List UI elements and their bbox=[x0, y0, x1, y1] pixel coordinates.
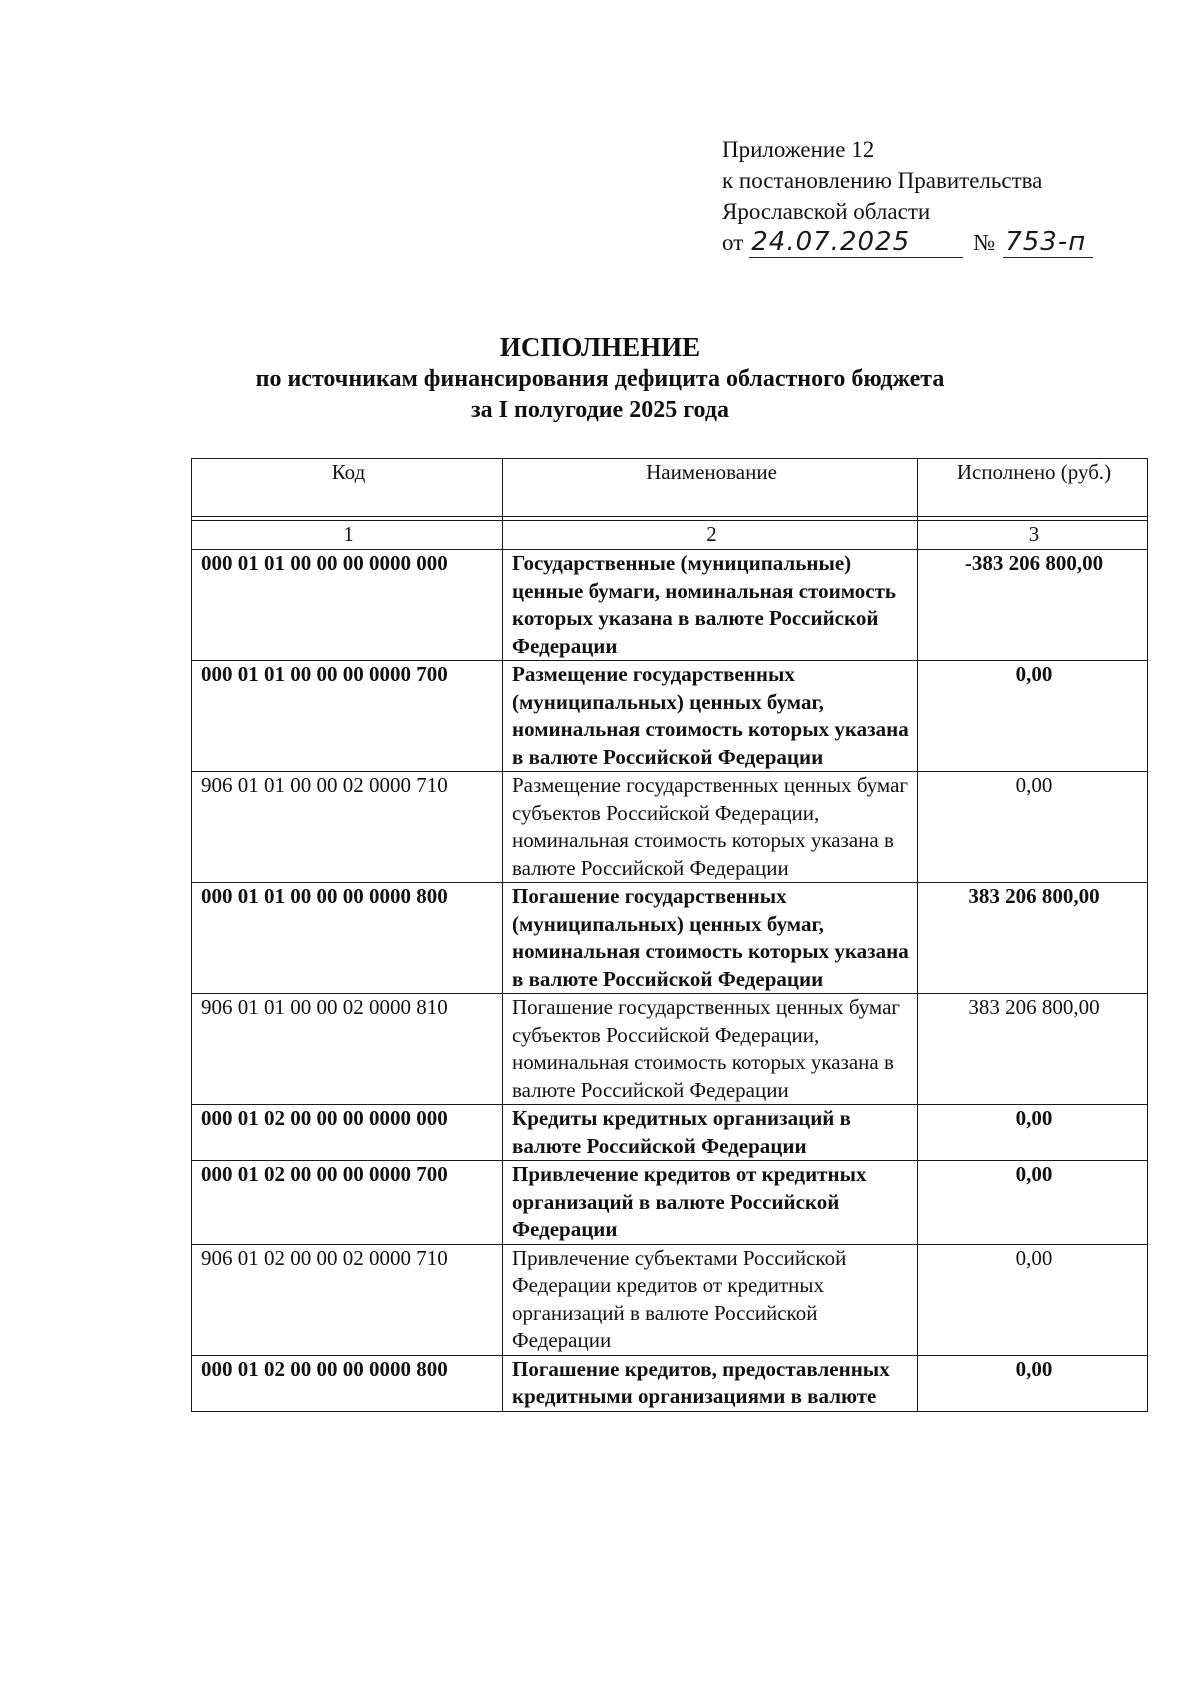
handwritten-number: 753-п bbox=[1003, 227, 1093, 258]
column-number-1: 1 bbox=[192, 521, 503, 550]
document-subtitle-2: за I полугодие 2025 года bbox=[471, 397, 729, 423]
row-amount: 0,00 bbox=[918, 1105, 1148, 1161]
date-prefix: от bbox=[722, 230, 744, 255]
row-name: Погашение государственных (муниципальных) ценных бумаг, номинальная стоимость которых указана в валюте Российской Федерации bbox=[503, 883, 918, 994]
appendix-line-2: к постановлению Правительства bbox=[722, 168, 1043, 193]
table-row bbox=[192, 550, 1148, 661]
appendix-block bbox=[722, 134, 1093, 258]
table-row bbox=[192, 661, 1148, 772]
column-number-row bbox=[192, 521, 1148, 550]
row-code: 000 01 02 00 00 00 0000 800 bbox=[192, 1355, 503, 1411]
document-title: ИСПОЛНЕНИЕ bbox=[499, 332, 701, 362]
row-code: 000 01 02 00 00 00 0000 700 bbox=[192, 1161, 503, 1245]
row-code: 000 01 01 00 00 00 0000 800 bbox=[192, 883, 503, 994]
table-row bbox=[192, 1105, 1148, 1161]
row-code: 906 01 01 00 00 02 0000 810 bbox=[192, 994, 503, 1105]
row-amount: 383 206 800,00 bbox=[918, 883, 1148, 994]
row-name: Кредиты кредитных организаций в валюте Российской Федерации bbox=[503, 1105, 918, 1161]
table-row bbox=[192, 772, 1148, 883]
row-code: 000 01 02 00 00 00 0000 000 bbox=[192, 1105, 503, 1161]
row-name: Привлечение кредитов от кредитных организаций в валюте Российской Федерации bbox=[503, 1161, 918, 1245]
row-amount: 0,00 bbox=[918, 1355, 1148, 1411]
row-code: 906 01 02 00 00 02 0000 710 bbox=[192, 1244, 503, 1355]
row-name: Государственные (муниципальные) ценные бумаги, номинальная стоимость которых указана в валюте Российской Федерации bbox=[503, 550, 918, 661]
row-name: Размещение государственных (муниципальных) ценных бумаг, номинальная стоимость которых указана в валюте Российской Федерации bbox=[503, 661, 918, 772]
table-row bbox=[192, 883, 1148, 994]
header-amount: Исполнено (руб.) bbox=[918, 459, 1148, 517]
header-name: Наименование bbox=[503, 459, 918, 517]
column-number-3: 3 bbox=[918, 521, 1148, 550]
row-amount: 0,00 bbox=[918, 1244, 1148, 1355]
row-code: 000 01 01 00 00 00 0000 700 bbox=[192, 661, 503, 772]
budget-execution-table bbox=[191, 458, 1148, 1412]
row-amount: -383 206 800,00 bbox=[918, 550, 1148, 661]
table-header-row bbox=[192, 459, 1148, 517]
row-code: 906 01 01 00 00 02 0000 710 bbox=[192, 772, 503, 883]
document-subtitle-1: по источникам финансирования дефицита областного бюджета bbox=[255, 366, 945, 392]
number-prefix: № bbox=[973, 230, 996, 255]
row-name: Размещение государственных ценных бумаг субъектов Российской Федерации, номинальная стоимость которых указана в валюте Российской Федерации bbox=[503, 772, 918, 883]
document-heading bbox=[0, 330, 1200, 426]
table-row bbox=[192, 1244, 1148, 1355]
row-code: 000 01 01 00 00 00 0000 000 bbox=[192, 550, 503, 661]
row-amount: 383 206 800,00 bbox=[918, 994, 1148, 1105]
table-body bbox=[192, 459, 1148, 1412]
row-name: Погашение государственных ценных бумаг субъектов Российской Федерации, номинальная стоимость которых указана в валюте Российской Федерации bbox=[503, 994, 918, 1105]
table-row bbox=[192, 1355, 1148, 1411]
header-code: Код bbox=[192, 459, 503, 517]
row-amount: 0,00 bbox=[918, 1161, 1148, 1245]
appendix-line-3: Ярославской области bbox=[722, 199, 931, 224]
row-name: Привлечение субъектами Российской Федерации кредитов от кредитных организаций в валюте Российской Федерации bbox=[503, 1244, 918, 1355]
resolution-reference bbox=[722, 227, 1093, 258]
table-row bbox=[192, 1161, 1148, 1245]
appendix-line-1: Приложение 12 bbox=[722, 137, 875, 162]
row-amount: 0,00 bbox=[918, 661, 1148, 772]
column-number-2: 2 bbox=[503, 521, 918, 550]
row-name: Погашение кредитов, предоставленных кредитными организациями в валюте bbox=[503, 1355, 918, 1411]
row-amount: 0,00 bbox=[918, 772, 1148, 883]
table-row bbox=[192, 994, 1148, 1105]
handwritten-date: 24.07.2025 bbox=[749, 227, 963, 258]
